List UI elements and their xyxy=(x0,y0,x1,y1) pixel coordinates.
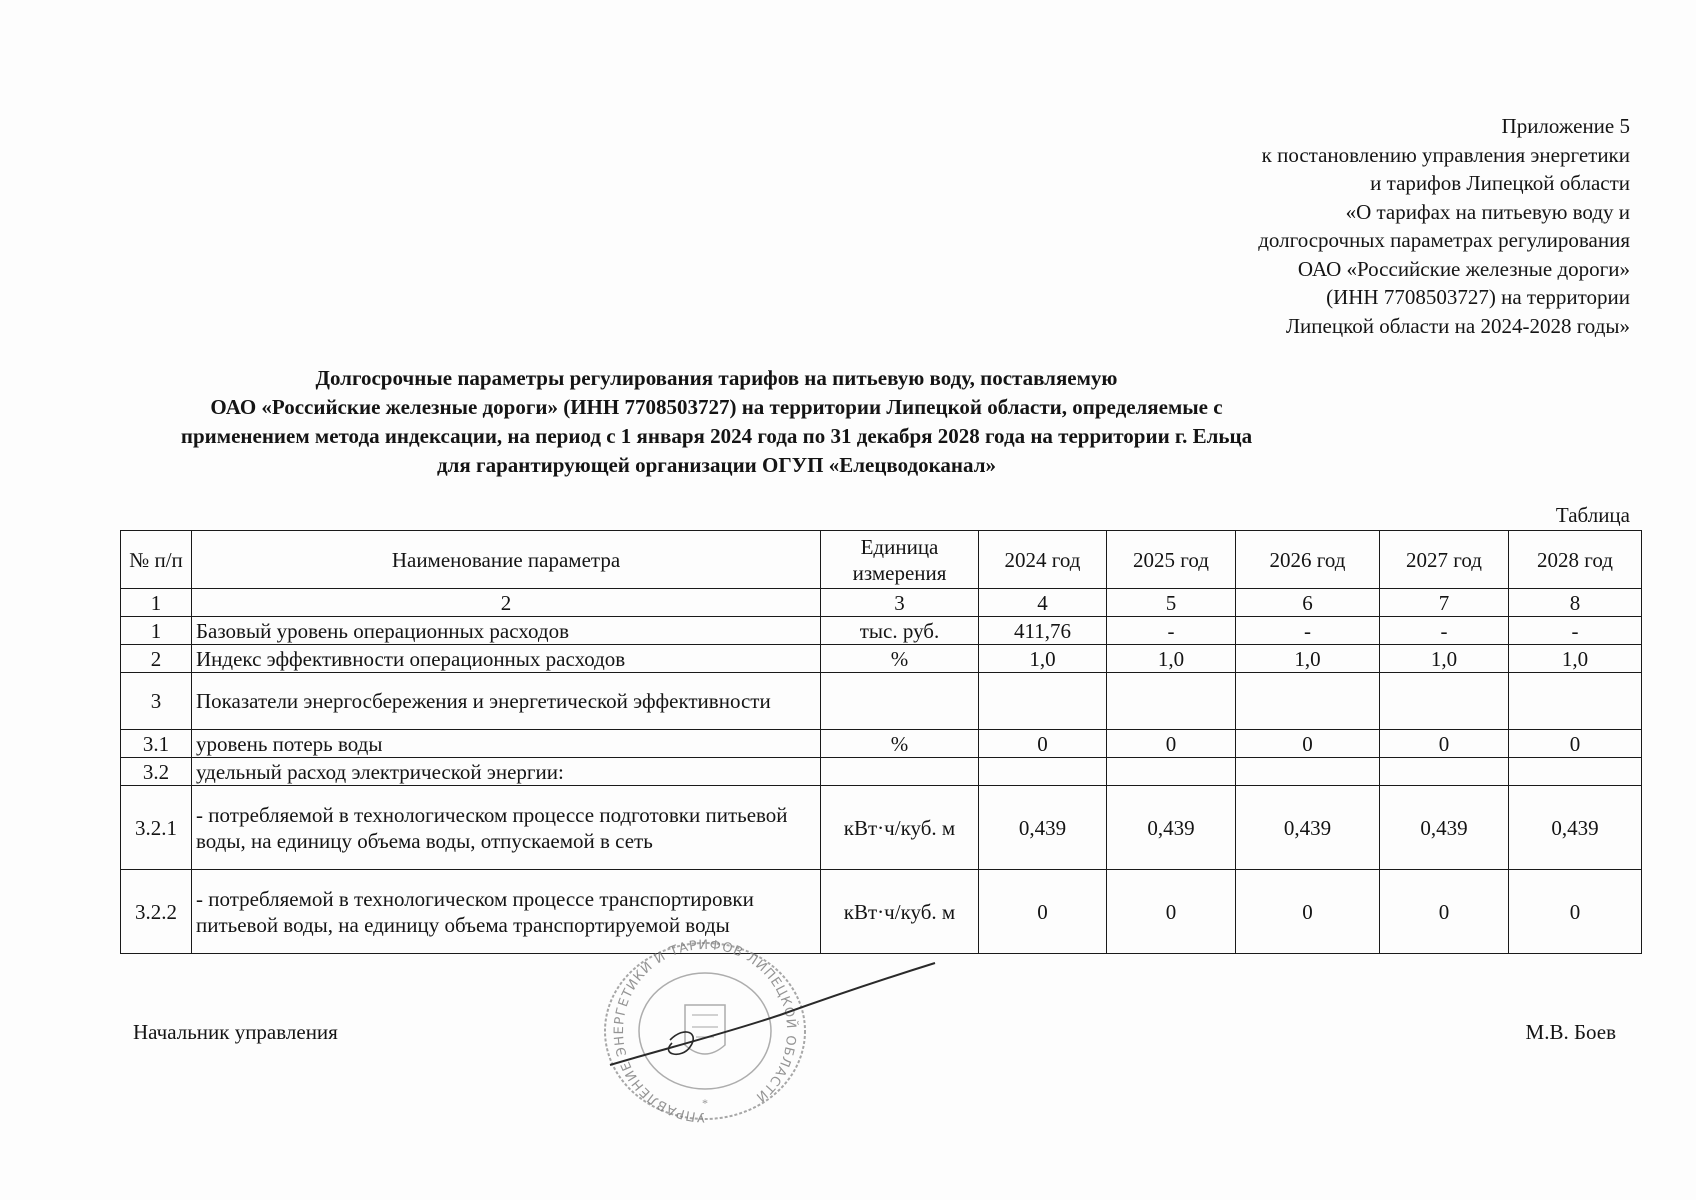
row-unit: % xyxy=(821,645,979,673)
row-value-2024 xyxy=(979,673,1107,730)
title-line: для гарантирующей организации ОГУП «Елецводоканал» xyxy=(437,453,996,477)
header-name: Наименование параметра xyxy=(192,531,821,589)
row-value-2028: 0 xyxy=(1509,730,1642,758)
row-unit: % xyxy=(821,730,979,758)
handwritten-signature-icon xyxy=(600,955,940,1075)
table-row xyxy=(121,870,1642,954)
row-value-2025: 0 xyxy=(1107,730,1236,758)
table-row xyxy=(121,730,1642,758)
table-row xyxy=(121,617,1642,645)
row-name: Показатели энергосбережения и энергетической эффективности xyxy=(192,673,821,730)
column-index: 4 xyxy=(979,589,1107,617)
row-value-2026: 0 xyxy=(1236,870,1380,954)
row-value-2024: 1,0 xyxy=(979,645,1107,673)
header-2025: 2025 год xyxy=(1107,531,1236,589)
row-value-2027: - xyxy=(1380,617,1509,645)
column-index: 7 xyxy=(1380,589,1509,617)
column-index: 8 xyxy=(1509,589,1642,617)
column-index: 6 xyxy=(1236,589,1380,617)
seal-ring-text: УПРАВЛЕНИЕ ЭНЕРГЕТИКИ И ТАРИФОВ ЛИПЕЦКОЙ ОБЛАСТИ xyxy=(611,937,799,1125)
row-value-2026: - xyxy=(1236,617,1380,645)
row-value-2027: 0,439 xyxy=(1380,786,1509,870)
column-index-row xyxy=(121,589,1642,617)
row-value-2024: 0 xyxy=(979,730,1107,758)
row-value-2027 xyxy=(1380,758,1509,786)
svg-text:*: * xyxy=(702,1096,708,1110)
appendix-line: «О тарифах на питьевую воду и xyxy=(1345,199,1630,224)
row-value-2028 xyxy=(1509,673,1642,730)
row-value-2025 xyxy=(1107,758,1236,786)
header-2028: 2028 год xyxy=(1509,531,1642,589)
header-2026: 2026 год xyxy=(1236,531,1380,589)
row-value-2027: 0 xyxy=(1380,730,1509,758)
row-value-2025: 0 xyxy=(1107,870,1236,954)
row-value-2024: 411,76 xyxy=(979,617,1107,645)
row-num: 3 xyxy=(121,673,192,730)
row-name: Базовый уровень операционных расходов xyxy=(192,617,821,645)
row-value-2026: 0,439 xyxy=(1236,786,1380,870)
row-name: - потребляемой в технологическом процессе транспортировки питьевой воды, на единицу объема транспортируемой воды xyxy=(192,870,821,954)
column-index: 5 xyxy=(1107,589,1236,617)
signatory-name: М.В. Боев xyxy=(1525,1020,1616,1044)
row-value-2025: - xyxy=(1107,617,1236,645)
row-unit: кВт·ч/куб. м xyxy=(821,870,979,954)
row-unit: кВт·ч/куб. м xyxy=(821,786,979,870)
table-row xyxy=(121,758,1642,786)
parameters-table xyxy=(120,530,1642,954)
row-num: 3.2.1 xyxy=(121,786,192,870)
header-2027: 2027 год xyxy=(1380,531,1509,589)
header-num: № п/п xyxy=(121,531,192,589)
row-num: 3.2 xyxy=(121,758,192,786)
row-value-2026: 1,0 xyxy=(1236,645,1380,673)
appendix-line: и тарифов Липецкой области xyxy=(1370,171,1630,195)
row-value-2027 xyxy=(1380,673,1509,730)
row-num: 3.2.2 xyxy=(121,870,192,954)
row-value-2025: 1,0 xyxy=(1107,645,1236,673)
row-value-2025 xyxy=(1107,673,1236,730)
row-num: 3.1 xyxy=(121,730,192,758)
row-value-2026 xyxy=(1236,673,1380,730)
row-value-2027: 1,0 xyxy=(1380,645,1509,673)
row-value-2024: 0 xyxy=(979,870,1107,954)
appendix-line: долгосрочных параметрах регулирования xyxy=(1258,228,1630,252)
row-name: Индекс эффективности операционных расходов xyxy=(192,645,821,673)
row-value-2028: 0,439 xyxy=(1509,786,1642,870)
appendix-line: (ИНН 7708503727) на территории xyxy=(1326,285,1630,309)
row-name: - потребляемой в технологическом процессе подготовки питьевой воды, на единицу объема воды, отпускаемой в сеть xyxy=(192,786,821,870)
appendix-line: ОАО «Российские железные дороги» xyxy=(1297,256,1630,281)
row-name: уровень потерь воды xyxy=(192,730,821,758)
row-unit xyxy=(821,673,979,730)
column-index: 3 xyxy=(821,589,979,617)
table-row xyxy=(121,786,1642,870)
row-value-2028 xyxy=(1509,758,1642,786)
document-title xyxy=(0,364,1433,480)
column-index: 2 xyxy=(192,589,821,617)
row-num: 1 xyxy=(121,617,192,645)
row-value-2028: - xyxy=(1509,617,1642,645)
title-line: ОАО «Российские железные дороги» (ИНН 7708503727) на территории Липецкой области, определяемые с xyxy=(210,395,1223,419)
signatory-position: Начальник управления xyxy=(133,1020,338,1044)
row-value-2028: 1,0 xyxy=(1509,645,1642,673)
row-value-2024 xyxy=(979,758,1107,786)
column-index: 1 xyxy=(121,589,192,617)
row-num: 2 xyxy=(121,645,192,673)
table-row xyxy=(121,673,1642,730)
row-value-2026: 0 xyxy=(1236,730,1380,758)
header-2024: 2024 год xyxy=(979,531,1107,589)
appendix-block xyxy=(1070,112,1630,340)
row-value-2027: 0 xyxy=(1380,870,1509,954)
row-value-2026 xyxy=(1236,758,1380,786)
header-row xyxy=(121,531,1642,589)
row-name: удельный расход электрической энергии: xyxy=(192,758,821,786)
appendix-line: к постановлению управления энергетики xyxy=(1261,142,1630,167)
row-unit xyxy=(821,758,979,786)
table-caption: Таблица xyxy=(1555,503,1630,527)
title-line: Долгосрочные параметры регулирования тарифов на питьевую воду, поставляемую xyxy=(315,366,1118,390)
title-line: применением метода индексации, на период с 1 января 2024 года по 31 декабря 2028 года на территории г. Ельца xyxy=(180,424,1253,448)
appendix-line: Липецкой области на 2024-2028 годы» xyxy=(1285,313,1630,338)
row-value-2024: 0,439 xyxy=(979,786,1107,870)
row-value-2025: 0,439 xyxy=(1107,786,1236,870)
appendix-line: Приложение 5 xyxy=(1501,114,1630,138)
row-unit: тыс. руб. xyxy=(821,617,979,645)
row-value-2028: 0 xyxy=(1509,870,1642,954)
header-unit: Единица измерения xyxy=(821,531,979,589)
table-row xyxy=(121,645,1642,673)
